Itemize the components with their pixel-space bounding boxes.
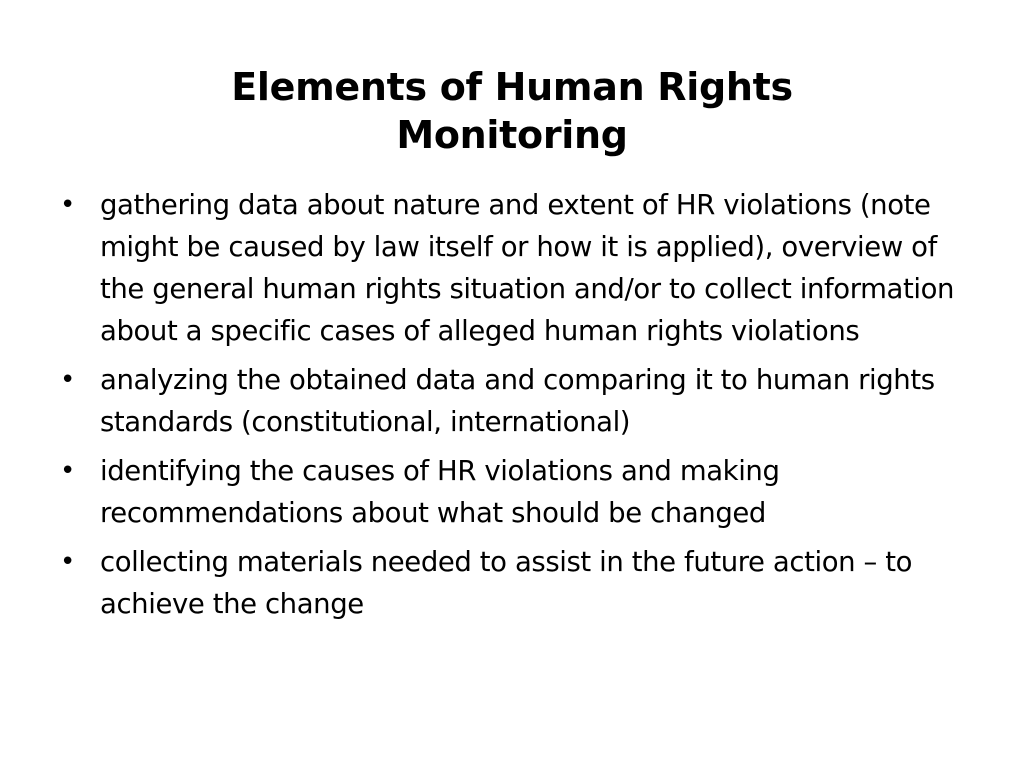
bullet-marker: • (60, 365, 75, 395)
bullet-marker: • (60, 456, 75, 486)
bullet-marker: • (60, 547, 75, 577)
bullet-item (60, 450, 970, 534)
bullet-text: gathering data about nature and extent of HR violations (note might be caused by law itself or how it is applied), overview of the general human rights situation and/or to collect information about a specific cases of alleged human rights violations (100, 189, 955, 347)
bullet-marker: • (60, 190, 75, 220)
bullet-item (60, 541, 970, 625)
slide-title-line-1: Elements of Human Rights (231, 65, 793, 110)
bullet-text: identifying the causes of HR violations and making recommendations about what should be changed (100, 455, 780, 529)
bullet-text: collecting materials needed to assist in the future action – to achieve the change (100, 546, 913, 620)
bullet-item (60, 359, 970, 443)
bullet-list (60, 184, 970, 632)
slide-title-line-2: Monitoring (396, 113, 628, 158)
bullet-item (60, 184, 970, 352)
bullet-text: analyzing the obtained data and comparing it to human rights standards (constitutional, international) (100, 364, 935, 438)
slide-title (60, 63, 964, 159)
